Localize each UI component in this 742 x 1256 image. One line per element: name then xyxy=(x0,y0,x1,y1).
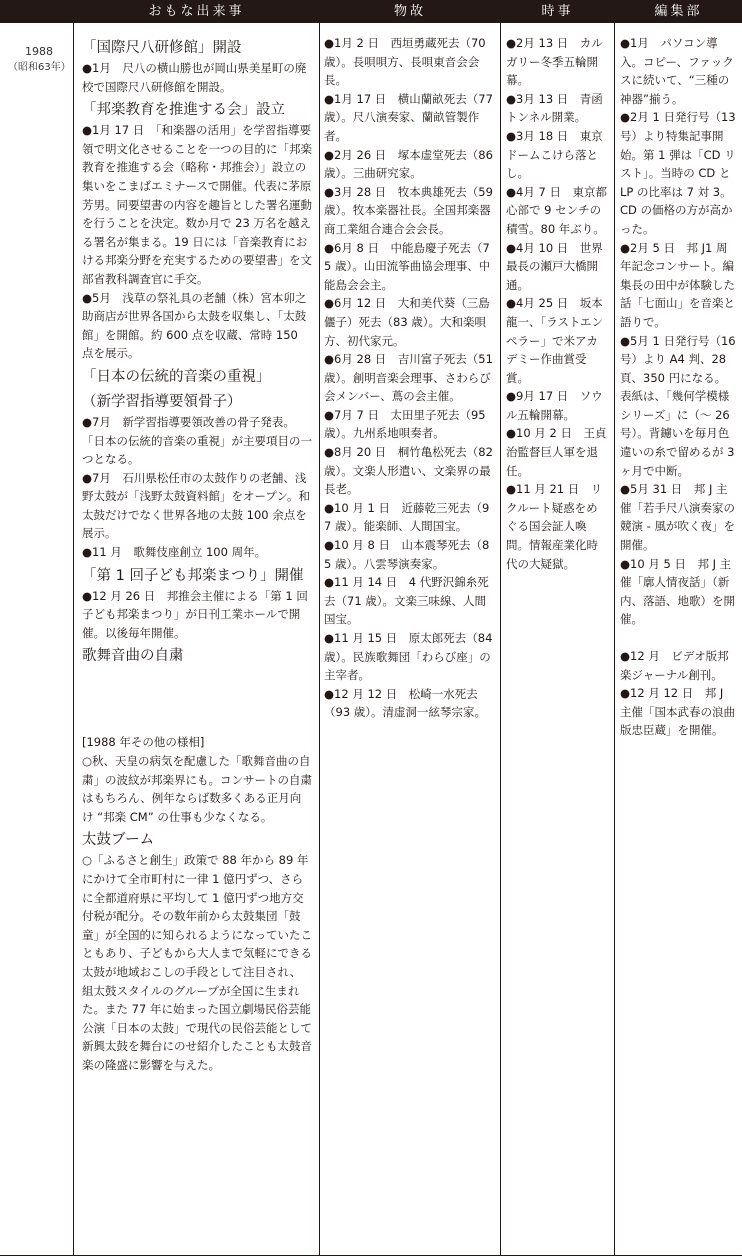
obituaries-column xyxy=(324,34,494,722)
editorial-entry: ●10 月 5 日 邦 J 主催「廓人情夜話」（新内、落語、地歌）を開催。 xyxy=(620,556,735,627)
editorial-entry: ●2月 5 日 邦 J1 周年記念コンサート。編集長の田中が体験した話「七面山」を音楽と語りで。 xyxy=(620,240,735,329)
year-era: （昭和63年） xyxy=(8,62,71,73)
table-header xyxy=(0,0,742,23)
current-affairs-entry: ●2月 13 日 カルガリー冬季五輪開幕。 xyxy=(506,36,603,88)
obituary-entry: ●6月 28 日 吉川富子死去（51 歳）。創明音楽会理事、さわらび会メンバー、蔦の会主催。 xyxy=(324,352,493,404)
event-heading: 「国際尺八研修館」開設 xyxy=(82,40,242,56)
editorial-entry: ●12 月 12 日 邦 J 主催「国本武春の浪曲版忠臣蔵」を開催。 xyxy=(620,686,735,738)
current-affairs-entry: ●3月 18 日 東京ドームこけら落とし。 xyxy=(506,128,603,181)
current-affairs-entry: ●10 月 2 日 王貞治監督巨人軍を退任。 xyxy=(506,426,607,478)
current-affairs-column xyxy=(506,34,609,573)
event-heading: 太鼓ブーム xyxy=(82,832,155,849)
current-affairs-entry: ●11 月 21 日 リクルート疑惑をめぐる国会証人喚問。情報産業化時代の大疑獄。 xyxy=(506,482,603,571)
obituary-entry: ●8月 20 日 桐竹亀松死去（82 歳）。文楽人形遣い、文楽界の最長老。 xyxy=(324,445,493,497)
editorial-entry: ●2月 1 日発行号（13 号）より特集記事開始。第 1 弾は「CD リスト」。当時の CD と LP の比率は 7 対 3。CD の価格の方が高かった。 xyxy=(620,110,736,236)
obituary-entry: ●6月 8 日 中能島慶子死去（75 歳）。山田流筝曲協会理事、中能島会会主。 xyxy=(324,240,491,292)
editorial-entry: ●1月 パソコン導入。コピー、ファックスに続いて、“三種の神器”揃う。 xyxy=(620,36,734,106)
column-divider xyxy=(319,0,320,1256)
current-affairs-entry: ●3月 13 日 青函トンネル開業。 xyxy=(506,91,603,125)
obituary-entry: ●1月 2 日 西垣勇蔵死去（70 歳）。長唄唄方、長唄東音会会長。 xyxy=(324,36,486,88)
events-column xyxy=(82,34,312,1075)
event-entry: ○「ふるさと創生」政策で 88 年から 89 年にかけて全市町村に一律 1 億円ずつ、さらに全都道府県に平均して 1 億円ずつ地方交付税が配分。その数年前から太鼓集団「鼓童」が全国的に知られるようになっていたこともあり、子どもから大人まで気軽にできる太鼓が地域おこしの手段として注目され、組太鼓スタイルのグループが全国に生まれた。また 77 年に始まった国立劇場民俗芸能公演「日本の太鼓」で現代の民俗芸能として新興太鼓を舞台にのせ紹介したことも太鼓音楽の隆盛に影響を与えた。 xyxy=(82,853,312,1072)
event-heading: 「第 1 回子ども邦楽まつり」開催 xyxy=(82,567,304,584)
blank-space xyxy=(82,667,312,729)
obituary-entry: ●10 月 8 日 山本震琴死去（85 歳）。八雲琴演奏家。 xyxy=(324,538,490,571)
event-heading: 「日本の伝統的音楽の重視」 xyxy=(82,368,271,385)
editorial-entry: ●5月 31 日 邦 J 主催「若手尺八演奏家の競演 - 風が吹く夜」を開催。 xyxy=(620,482,735,553)
column-divider xyxy=(614,0,615,1256)
event-entry: ●11 月 歌舞伎座創立 100 周年。 xyxy=(82,545,267,560)
event-entry: ●1月 17 日 「和楽器の活用」を学習指導要領で明文化させることを一つの目的に「邦楽教育を推進する会（略称・邦推会）」設立の集いをこまばエミナースで開催。代表に茅原芳男。同要望書の内容を趣旨とした署名運動を行うことを決定。数か月で 23 万名を越える署名が集まる。19 日には「音楽教育における邦楽分野を充実するための要望書」を文部省教科調査官に手交。 xyxy=(82,123,312,286)
editorial-entry: ●12 月 ビデオ版邦楽ジャーナル創刊。 xyxy=(620,649,729,682)
obituary-entry: ●7月 7 日 太田里子死去（95 歳）。九州系地唄奏者。 xyxy=(324,407,486,441)
event-entry: ●1月 尺八の横山勝也が岡山県美星町の廃校で国際尺八研修館を開設。 xyxy=(82,61,307,94)
header-events: おもな出来事 xyxy=(148,4,245,19)
event-entry: ○秋、天皇の病気を配慮した「歌舞音曲の自粛」の波紋が邦楽界にも。コンサートの自粛はもちろん、例年ならば数多くある正月向け “邦楽 CM” の仕事も少なくなる。 xyxy=(82,754,312,824)
obituary-entry: ●12 月 12 日 松崎一水死去（93 歳）。清虚洞一絃琴宗家。 xyxy=(324,686,487,720)
event-heading: （新学習指導要領骨子） xyxy=(82,393,242,410)
current-affairs-entry: ●4月 7 日 東京都心部で 9 センチの積雪。80 年ぶり。 xyxy=(506,184,607,236)
editorial-column xyxy=(620,34,737,740)
obituary-entry: ●10 月 1 日 近藤乾三死去（97 歳）。能楽師、人間国宝。 xyxy=(324,500,490,534)
obituary-entry: ●11 月 14 日 4 代野沢錦糸死去（71 歳）。文楽三味線、人間国宝。 xyxy=(324,575,489,627)
obituary-entry: ●3月 28 日 牧本典雄死去（59 歳）。牧本楽器社長。全国邦楽器商工業組合連合会会長。 xyxy=(324,184,493,236)
editorial-entry: ●5月 1 日発行号（16 号）より A4 判、28 頁、350 円になる。表紙は、「幾何学模様シリーズ」に（〜 26 号）。背鑢いを毎月色違いの糸で留めるが 3 ヶ月で中断。 xyxy=(620,333,736,478)
current-affairs-entry: ●4月 25 日 坂本龍一、「ラストエンペラー」で米アカデミー作曲賞受賞。 xyxy=(506,296,603,385)
year-cell xyxy=(8,44,70,76)
obituary-entry: ●2月 26 日 塚本虚堂死去（86 歳）。三曲研究家。 xyxy=(324,147,493,181)
current-affairs-entry: ●9月 17 日 ソウル五輪開幕。 xyxy=(506,389,603,422)
event-entry: ●12 月 26 日 邦推会主催による「第 1 回子ども邦楽まつり」が日刊工業ホールで開催。以後毎年開催。 xyxy=(82,588,308,640)
event-heading: 「邦楽教育を推進する会」設立 xyxy=(82,102,285,119)
obituary-entry: ●1月 17 日 横山蘭畝死去（77 歳）。尺八演奏家、蘭畝管製作者。 xyxy=(324,91,493,143)
year-western: 1988 xyxy=(25,45,53,58)
other-aspects-label: [1988 年その他の様相] xyxy=(82,735,205,750)
event-entry: ●7月 新学習指導要領改善の骨子発表。「日本の伝統的音楽の重視」が主要項目の一つとなる。 xyxy=(82,414,312,467)
header-current-affairs: 時事 xyxy=(541,4,574,19)
header-editorial: 編集部 xyxy=(654,4,703,19)
event-entry: ●7月 石川県松任市の太鼓作りの老舗、浅野太鼓が「浅野太鼓資料館」をオープン。和太鼓だけでなく世界各地の太鼓 100 余点を展示。 xyxy=(82,470,311,541)
obituary-entry: ●11 月 15 日 原太郎死去（84歳）。民族歌舞団「わらび座」の主宰者。 xyxy=(324,631,493,683)
event-entry: ●5月 浅草の祭礼具の老舗（株）宮本卯之助商店が世界各国から太鼓を収集し、「太鼓館」を開館。約 600 点を収蔵、常時 150 点を展示。 xyxy=(82,290,307,361)
header-obituaries: 物故 xyxy=(393,4,426,19)
current-affairs-entry: ●4月 10 日 世界最長の瀬戸大橋開通。 xyxy=(506,240,603,292)
column-divider xyxy=(500,0,501,1256)
obituary-entry: ●6月 12 日 大和美代葵（三島儷子）死去（83 歳）。大和楽唄方、初代家元。 xyxy=(324,296,490,348)
blank-space xyxy=(620,629,737,647)
event-heading: 歌舞音曲の自粛 xyxy=(82,648,184,665)
column-divider xyxy=(73,0,74,1256)
